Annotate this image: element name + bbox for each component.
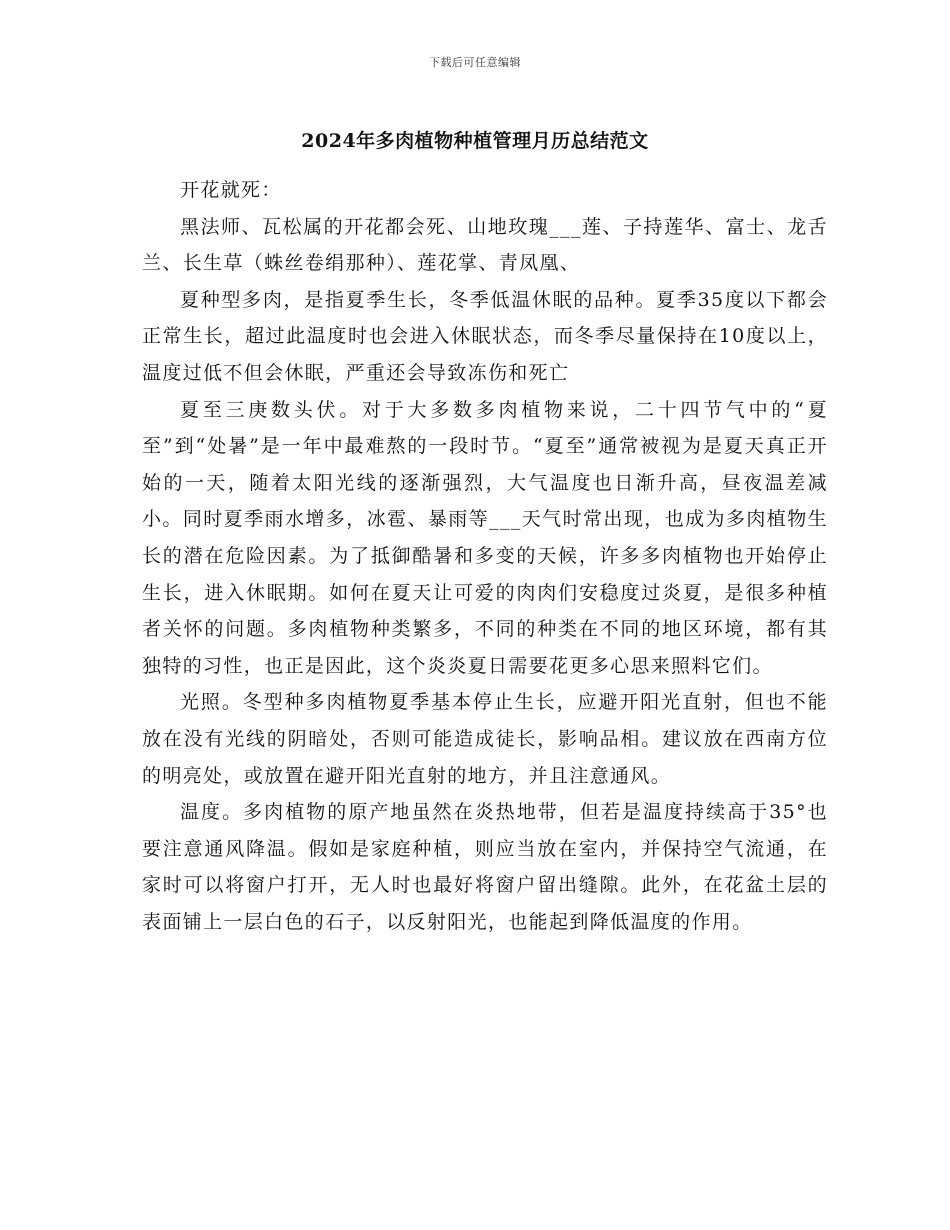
document-body <box>142 172 828 940</box>
document-title: 2024年多肉植物种植管理月历总结范文 <box>301 130 649 152</box>
paragraph-summer-type: 夏种型多肉，是指夏季生长，冬季低温休眠的品种。夏季35度以下都会正常生长，超过此温度时也会进入休眠状态，而冬季尽量保持在10度以上，温度过低不但会休眠，严重还会导致冻伤和死亡 <box>142 288 828 384</box>
paragraph-flower-death-species: 黑法师、瓦松属的开花都会死、山地玫瑰___莲、子持莲华、富士、龙舌兰、长生草（蛛丝卷绢那种）、莲花掌、青凤凰、 <box>142 215 828 275</box>
download-note: 下载后可任意编辑 <box>429 56 521 69</box>
paragraph-summer-solstice: 夏至三庚数头伏。对于大多数多肉植物来说，二十四节气中的“夏至”到“处暑”是一年中最难熬的一段时节。“夏至”通常被视为是夏天真正开始的一天，随着太阳光线的逐渐强烈，大气温度也日渐升高，昼夜温差减小。同时夏季雨水增多，冰雹、暴雨等___天气时常出现，也成为多肉植物生长的潜在危险因素。为了抵御酷暑和多变的天候，许多多肉植物也开始停止生长，进入休眠期。如何在夏天让可爱的肉肉们安稳度过炎夏，是很多种植者关怀的问题。多肉植物种类繁多，不同的种类在不同的地区环境，都有其独特的习性，也正是因此，这个炎炎夏日需要花更多心思来照料它们。 <box>142 398 828 677</box>
paragraph-light: 光照。冬型种多肉植物夏季基本停止生长，应避开阳光直射，但也不能放在没有光线的阴暗处，否则可能造成徒长，影响品相。建议放在西南方位的明亮处，或放置在避开阳光直射的地方，并且注意通风。 <box>142 691 828 787</box>
paragraph-flower-death-intro: 开花就死： <box>180 179 282 201</box>
paragraph-temperature: 温度。多肉植物的原产地虽然在炎热地带，但若是温度持续高于35°也要注意通风降温。假如是家庭种植，则应当放在室内，并保持空气流通，在家时可以将窗户打开，无人时也最好将窗户留出缝隙。此外，在花盆土层的表面铺上一层白色的石子，以反射阳光，也能起到降低温度的作用。 <box>142 801 828 933</box>
